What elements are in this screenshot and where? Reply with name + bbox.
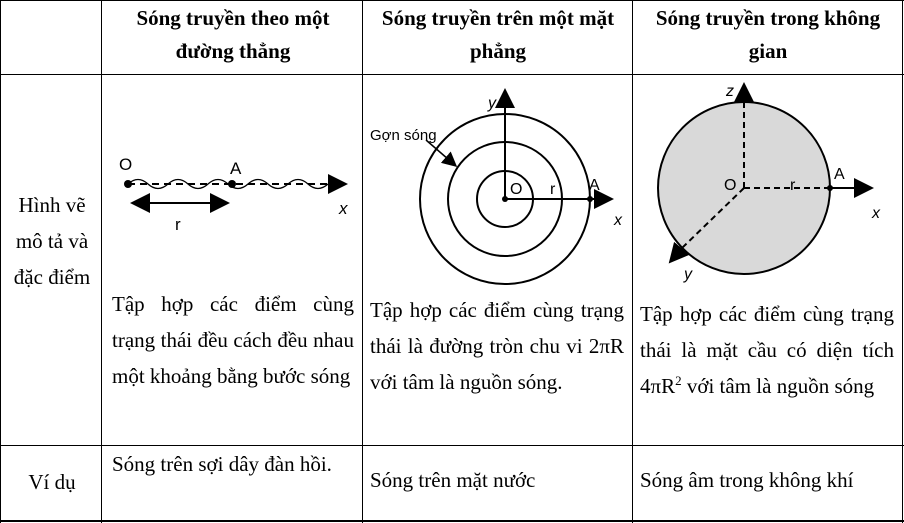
- example-line-wave: Sóng trên sợi dây đàn hồi.: [112, 452, 332, 476]
- label-y: y: [684, 266, 692, 283]
- table-rule-col1: [101, 0, 102, 523]
- label-o: O: [119, 155, 133, 174]
- label-x: x: [872, 205, 880, 222]
- point-a: [587, 196, 593, 202]
- label-a: A: [834, 166, 845, 183]
- figure-line-wave: [106, 140, 360, 240]
- label-r: r: [790, 177, 796, 194]
- example-plane-wave: Sóng trên mặt nước: [370, 468, 536, 492]
- label-o: O: [510, 181, 523, 198]
- header-plane-wave: Sóng truyền trên một mặt phẳng: [381, 6, 615, 63]
- row-label-example: Ví dụ: [28, 470, 76, 494]
- label-r: r: [550, 181, 556, 198]
- table-border-bottom: [0, 520, 904, 522]
- table-border-top: [0, 0, 904, 1]
- point-a: [228, 180, 236, 188]
- figure-space-wave: [640, 80, 900, 290]
- header-space-wave: Sóng truyền trong không gian: [655, 6, 881, 63]
- description-space-wave-tail: với tâm là nguồn sóng: [681, 374, 875, 398]
- table-border-left: [0, 0, 1, 523]
- table-rule-header: [0, 74, 904, 75]
- label-x: x: [339, 199, 348, 218]
- label-y: y: [488, 95, 496, 112]
- origin-point: [124, 180, 132, 188]
- caption-ripple: Gợn sóng: [370, 127, 437, 144]
- table-rule-col3: [632, 0, 633, 523]
- header-line-wave: Sóng truyền theo một đường thẳng: [136, 6, 330, 63]
- label-a: A: [230, 159, 242, 178]
- point-a: [827, 185, 833, 191]
- y-axis-line: [670, 248, 682, 262]
- description-line-wave: Tập hợp các điểm cùng trạng thái đều cách đều nhau một khoảng bằng bước sóng: [112, 292, 354, 388]
- label-x: x: [614, 212, 622, 229]
- description-space-wave: [640, 296, 894, 404]
- example-space-wave: Sóng âm trong không khí: [640, 468, 854, 492]
- label-a: A: [589, 177, 600, 194]
- figure-plane-wave: [364, 84, 630, 290]
- row-label-description: Hình vẽ mô tả và đặc điểm: [13, 193, 91, 289]
- label-z: z: [726, 83, 734, 100]
- origin-point: [502, 196, 508, 202]
- table-rule-col2: [362, 0, 363, 523]
- table-border-right: [902, 0, 903, 523]
- description-space-wave-text: Tập hợp các điểm cùng trạng thái là mặt cầu có diện tích 4πR: [640, 302, 894, 398]
- description-plane-wave: Tập hợp các điểm cùng trạng thái là đường tròn chu vi 2πR với tâm là nguồn sóng.: [370, 298, 624, 394]
- label-o: O: [724, 177, 737, 194]
- label-r: r: [175, 215, 181, 234]
- superscript-2: 2: [675, 373, 682, 388]
